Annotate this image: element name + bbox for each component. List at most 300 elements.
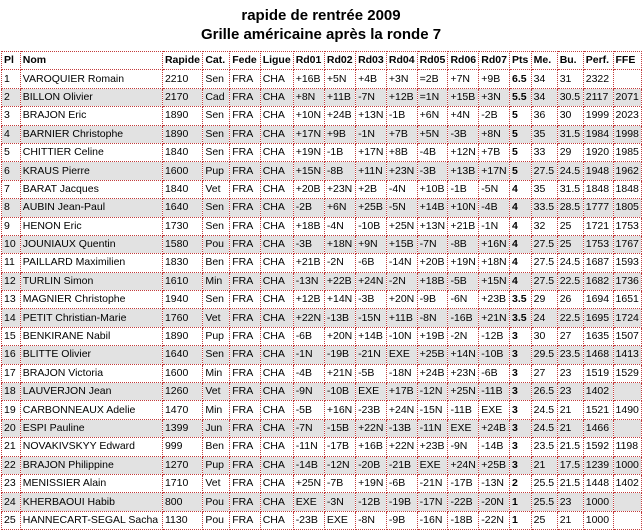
cell-rd02: +6N xyxy=(324,199,355,217)
cell-rd03: +16B xyxy=(356,438,387,456)
cell-rd02: -7B xyxy=(324,474,355,492)
cell-me: 32 xyxy=(531,217,557,235)
cell-rd04: -1B xyxy=(386,107,417,125)
cell-rapide: 1940 xyxy=(162,291,202,309)
cell-rd02: -17B xyxy=(324,438,355,456)
cell-bu: 22.5 xyxy=(557,309,583,327)
cell-ffe: 2071 xyxy=(613,88,641,106)
cell-rapide: 1470 xyxy=(162,401,202,419)
cell-rd05: +19B xyxy=(417,327,448,345)
cell-rd01: -5B xyxy=(293,401,324,419)
cell-rd05: +23B xyxy=(417,438,448,456)
cell-me: 27.5 xyxy=(531,272,557,290)
cell-nom: BRAJON Victoria xyxy=(20,364,162,382)
cell-fede: FRA xyxy=(230,327,260,345)
cell-rd03: +22N xyxy=(356,419,387,437)
cell-rd04: -18N xyxy=(386,364,417,382)
cell-rapide: 1260 xyxy=(162,383,202,401)
cell-rd01: +21B xyxy=(293,254,324,272)
cell-nom: BLITTE Olivier xyxy=(20,346,162,364)
cell-perf: 1000 xyxy=(583,511,613,529)
cell-rd07: -5N xyxy=(479,180,510,198)
cell-fede: FRA xyxy=(230,235,260,253)
cell-rapide: 2210 xyxy=(162,70,202,88)
cell-me: 29.5 xyxy=(531,346,557,364)
cell-ligue: CHA xyxy=(260,327,293,345)
cell-rd06: +14N xyxy=(448,346,479,364)
cell-bu: 23 xyxy=(557,493,583,511)
cell-ffe: 1402 xyxy=(613,474,641,492)
cell-bu: 30.5 xyxy=(557,88,583,106)
cell-ffe: 1000 xyxy=(613,456,641,474)
cell-nom: AUBIN Jean-Paul xyxy=(20,199,162,217)
cell-bu: 27 xyxy=(557,327,583,345)
cell-cat: Min xyxy=(203,364,230,382)
column-header-ligue: Ligue xyxy=(260,52,293,70)
cell-pts: 5 xyxy=(510,143,532,161)
cell-cat: Min xyxy=(203,272,230,290)
cell-ligue: CHA xyxy=(260,511,293,529)
cell-rd04: EXE xyxy=(386,346,417,364)
cell-rd03: +19N xyxy=(356,474,387,492)
cell-ffe: 1767 xyxy=(613,235,641,253)
cell-rd04: +12B xyxy=(386,88,417,106)
cell-perf: 1777 xyxy=(583,199,613,217)
table-row xyxy=(2,474,642,492)
cell-bu: 22.5 xyxy=(557,272,583,290)
cell-rd07: +3N xyxy=(479,88,510,106)
cell-rd04: +23N xyxy=(386,162,417,180)
cell-cat: Sen xyxy=(203,291,230,309)
cell-cat: Pou xyxy=(203,493,230,511)
cell-rd03: -21N xyxy=(356,346,387,364)
cell-pl: 4 xyxy=(2,125,21,143)
cell-me: 34 xyxy=(531,88,557,106)
cell-pts: 4 xyxy=(510,254,532,272)
cell-rd01: +18B xyxy=(293,217,324,235)
cell-rapide: 1730 xyxy=(162,217,202,235)
cell-rd06: -5B xyxy=(448,272,479,290)
table-row xyxy=(2,143,642,161)
cell-me: 25 xyxy=(531,511,557,529)
cell-rapide: 1890 xyxy=(162,107,202,125)
cell-nom: LAUVERJON Jean xyxy=(20,383,162,401)
cell-me: 26.5 xyxy=(531,383,557,401)
cell-pl: 2 xyxy=(2,88,21,106)
cell-ligue: CHA xyxy=(260,309,293,327)
cell-perf: 1753 xyxy=(583,235,613,253)
cell-rd05: -11N xyxy=(417,419,448,437)
cell-fede: FRA xyxy=(230,199,260,217)
cell-ligue: CHA xyxy=(260,346,293,364)
cell-bu: 25 xyxy=(557,217,583,235)
cell-pl: 9 xyxy=(2,217,21,235)
cell-bu: 31.5 xyxy=(557,125,583,143)
cell-rd04: -5N xyxy=(386,199,417,217)
cell-rd03: -1N xyxy=(356,125,387,143)
cell-rapide: 1890 xyxy=(162,125,202,143)
cell-rd04: -21B xyxy=(386,456,417,474)
cell-fede: FRA xyxy=(230,419,260,437)
cell-cat: Vet xyxy=(203,383,230,401)
cell-pl: 3 xyxy=(2,107,21,125)
cell-rd05: -12N xyxy=(417,383,448,401)
cell-rd05: +6N xyxy=(417,107,448,125)
cell-fede: FRA xyxy=(230,70,260,88)
cell-cat: Sen xyxy=(203,107,230,125)
column-header-rd07: Rd07 xyxy=(479,52,510,70)
cell-nom: HANNECART-SEGAL Sacha xyxy=(20,511,162,529)
column-header-ffe: FFE xyxy=(613,52,641,70)
cell-fede: FRA xyxy=(230,346,260,364)
cell-ffe: 1753 xyxy=(613,217,641,235)
cell-rapide: 800 xyxy=(162,493,202,511)
column-header-pl: Pl xyxy=(2,52,21,70)
cell-rd01: +15N xyxy=(293,162,324,180)
cell-rd05: -9B xyxy=(417,291,448,309)
cell-rd06: EXE xyxy=(448,419,479,437)
cell-me: 24.5 xyxy=(531,419,557,437)
table-row xyxy=(2,217,642,235)
table-row xyxy=(2,291,642,309)
cell-perf: 1682 xyxy=(583,272,613,290)
table-row xyxy=(2,327,642,345)
cell-cat: Sen xyxy=(203,346,230,364)
table-row xyxy=(2,88,642,106)
table-row xyxy=(2,401,642,419)
cell-bu: 31 xyxy=(557,70,583,88)
cell-cat: Vet xyxy=(203,180,230,198)
cell-ligue: CHA xyxy=(260,254,293,272)
cell-perf: 1848 xyxy=(583,180,613,198)
cell-pts: 3.5 xyxy=(510,291,532,309)
table-body xyxy=(2,70,642,530)
cell-rd01: +20B xyxy=(293,180,324,198)
cell-perf: 1635 xyxy=(583,327,613,345)
cell-fede: FRA xyxy=(230,180,260,198)
cell-rd03: +17N xyxy=(356,143,387,161)
table-row xyxy=(2,254,642,272)
cell-me: 27 xyxy=(531,364,557,382)
cell-rd04: +22N xyxy=(386,438,417,456)
cell-pl: 10 xyxy=(2,235,21,253)
cell-rd07: +9B xyxy=(479,70,510,88)
cell-rd04: -4N xyxy=(386,180,417,198)
cell-rd05: =1N xyxy=(417,88,448,106)
cell-cat: Sen xyxy=(203,70,230,88)
table-row xyxy=(2,383,642,401)
cell-rd06: +12N xyxy=(448,143,479,161)
cell-rd02: +24B xyxy=(324,107,355,125)
cell-perf: 1694 xyxy=(583,291,613,309)
cell-bu: 21 xyxy=(557,419,583,437)
cell-pts: 3 xyxy=(510,383,532,401)
cell-rd04: -14N xyxy=(386,254,417,272)
cell-me: 27.5 xyxy=(531,235,557,253)
cell-nom: PETIT Christian-Marie xyxy=(20,309,162,327)
table-row xyxy=(2,235,642,253)
cell-rd02: -13B xyxy=(324,309,355,327)
table-row xyxy=(2,511,642,529)
cell-rd06: +13B xyxy=(448,162,479,180)
cell-pts: 1 xyxy=(510,493,532,511)
cell-nom: KRAUS Pierre xyxy=(20,162,162,180)
cell-perf: 1402 xyxy=(583,383,613,401)
cell-nom: TURLIN Simon xyxy=(20,272,162,290)
cell-nom: JOUNIAUX Quentin xyxy=(20,235,162,253)
column-header-me: Me. xyxy=(531,52,557,70)
cell-bu: 23.5 xyxy=(557,346,583,364)
cell-me: 23.5 xyxy=(531,438,557,456)
cell-rd01: -13N xyxy=(293,272,324,290)
cell-rd04: +20N xyxy=(386,291,417,309)
cell-rd02: -19B xyxy=(324,346,355,364)
cell-rd07: -2B xyxy=(479,107,510,125)
document-title: rapide de rentrée 2009 xyxy=(241,7,401,24)
cell-pts: 2 xyxy=(510,474,532,492)
table-row xyxy=(2,107,642,125)
table-row xyxy=(2,309,642,327)
cell-rapide: 1640 xyxy=(162,346,202,364)
table-row xyxy=(2,438,642,456)
cell-rd07: -4B xyxy=(479,199,510,217)
cell-fede: FRA xyxy=(230,143,260,161)
table-row xyxy=(2,125,642,143)
cell-ligue: CHA xyxy=(260,199,293,217)
cell-perf: 1468 xyxy=(583,346,613,364)
cell-nom: CHITTIER Celine xyxy=(20,143,162,161)
cell-rd01: +25N xyxy=(293,474,324,492)
cell-nom: BRAJON Eric xyxy=(20,107,162,125)
cell-fede: FRA xyxy=(230,511,260,529)
cell-ligue: CHA xyxy=(260,107,293,125)
cell-perf: 1999 xyxy=(583,107,613,125)
table-row xyxy=(2,419,642,437)
cell-rd04: +17B xyxy=(386,383,417,401)
cell-rd07: -11B xyxy=(479,383,510,401)
cell-fede: FRA xyxy=(230,125,260,143)
cell-nom: HENON Eric xyxy=(20,217,162,235)
cell-ffe xyxy=(613,419,641,437)
cell-perf: 1721 xyxy=(583,217,613,235)
cell-rapide: 1640 xyxy=(162,199,202,217)
cell-pts: 3 xyxy=(510,401,532,419)
cell-rd01: -4B xyxy=(293,364,324,382)
cell-rapide: 1270 xyxy=(162,456,202,474)
cell-pts: 3 xyxy=(510,438,532,456)
cell-ffe: 1651 xyxy=(613,291,641,309)
cell-rd06: +10N xyxy=(448,199,479,217)
cell-bu: 21.5 xyxy=(557,474,583,492)
cell-rd06: +4N xyxy=(448,107,479,125)
cell-rapide: 1600 xyxy=(162,364,202,382)
cell-me: 27.5 xyxy=(531,162,557,180)
cell-rd03: +25B xyxy=(356,199,387,217)
cell-pts: 1 xyxy=(510,511,532,529)
cell-rapide: 1760 xyxy=(162,309,202,327)
cell-rd01: +10N xyxy=(293,107,324,125)
table-row xyxy=(2,180,642,198)
cell-rd06: +23N xyxy=(448,364,479,382)
cell-rd07: -6B xyxy=(479,364,510,382)
cell-fede: FRA xyxy=(230,383,260,401)
cell-ligue: CHA xyxy=(260,383,293,401)
cell-rd06: -17B xyxy=(448,474,479,492)
cell-rd03: +13N xyxy=(356,107,387,125)
cell-me: 25.5 xyxy=(531,474,557,492)
cell-ffe xyxy=(613,70,641,88)
cell-rd02: +9B xyxy=(324,125,355,143)
cell-pl: 18 xyxy=(2,383,21,401)
cell-rd01: -2B xyxy=(293,199,324,217)
column-header-rapide: Rapide xyxy=(162,52,202,70)
cell-rd01: +22N xyxy=(293,309,324,327)
column-header-fede: Fede xyxy=(230,52,260,70)
cell-rapide: 1830 xyxy=(162,254,202,272)
cell-fede: FRA xyxy=(230,493,260,511)
table-row xyxy=(2,493,642,511)
cell-pts: 5 xyxy=(510,107,532,125)
cell-pts: 4 xyxy=(510,272,532,290)
cell-fede: FRA xyxy=(230,401,260,419)
cell-rd05: -8N xyxy=(417,309,448,327)
cell-rd01: +17N xyxy=(293,125,324,143)
column-header-perf: Perf. xyxy=(583,52,613,70)
cell-rd01: -3B xyxy=(293,235,324,253)
cell-pl: 20 xyxy=(2,419,21,437)
cell-pts: 3 xyxy=(510,327,532,345)
cell-rd01: +8N xyxy=(293,88,324,106)
cell-rd02: +16N xyxy=(324,401,355,419)
cell-rd02: +18N xyxy=(324,235,355,253)
column-header-rd03: Rd03 xyxy=(356,52,387,70)
cell-ffe xyxy=(613,493,641,511)
cell-cat: Pou xyxy=(203,511,230,529)
cell-rd07: -22N xyxy=(479,511,510,529)
cell-fede: FRA xyxy=(230,438,260,456)
cell-perf: 1920 xyxy=(583,143,613,161)
cell-rapide: 1600 xyxy=(162,162,202,180)
cell-nom: BARNIER Christophe xyxy=(20,125,162,143)
cell-ligue: CHA xyxy=(260,217,293,235)
cell-nom: VAROQUIER Romain xyxy=(20,70,162,88)
cell-rd07: -14B xyxy=(479,438,510,456)
cell-bu: 26 xyxy=(557,291,583,309)
cell-cat: Pup xyxy=(203,162,230,180)
cell-cat: Pup xyxy=(203,327,230,345)
cell-rd06: -1B xyxy=(448,180,479,198)
cell-rd05: -17N xyxy=(417,493,448,511)
cell-pl: 13 xyxy=(2,291,21,309)
cell-ligue: CHA xyxy=(260,438,293,456)
cell-rapide: 1890 xyxy=(162,327,202,345)
cell-ffe: 1529 xyxy=(613,364,641,382)
cell-perf: 1448 xyxy=(583,474,613,492)
cell-me: 36 xyxy=(531,107,557,125)
cell-ligue: CHA xyxy=(260,401,293,419)
cell-rd05: -15N xyxy=(417,401,448,419)
cell-ffe: 1724 xyxy=(613,309,641,327)
cell-bu: 29 xyxy=(557,143,583,161)
cell-nom: CARBONNEAUX Adelie xyxy=(20,401,162,419)
cell-ligue: CHA xyxy=(260,235,293,253)
cell-nom: BENKIRANE Nabil xyxy=(20,327,162,345)
cell-rd07: +7B xyxy=(479,143,510,161)
cell-rd04: +15B xyxy=(386,235,417,253)
cell-pts: 5 xyxy=(510,162,532,180)
cell-rapide: 1399 xyxy=(162,419,202,437)
cell-pts: 4 xyxy=(510,180,532,198)
cell-ffe: 1198 xyxy=(613,438,641,456)
cell-fede: FRA xyxy=(230,309,260,327)
column-header-rd01: Rd01 xyxy=(293,52,324,70)
table-row xyxy=(2,456,642,474)
cell-pts: 3 xyxy=(510,346,532,364)
cell-rd07: -13N xyxy=(479,474,510,492)
cell-cat: Pup xyxy=(203,456,230,474)
cell-rd06: +19N xyxy=(448,254,479,272)
cell-cat: Pou xyxy=(203,235,230,253)
cell-rd03: +11N xyxy=(356,162,387,180)
cell-rd05: +10B xyxy=(417,180,448,198)
cell-pl: 1 xyxy=(2,70,21,88)
cell-ligue: CHA xyxy=(260,180,293,198)
title-block xyxy=(0,6,642,45)
cell-rd01: -9N xyxy=(293,383,324,401)
table-row xyxy=(2,162,642,180)
cell-rd06: +24N xyxy=(448,456,479,474)
cell-pl: 14 xyxy=(2,309,21,327)
cell-me: 35 xyxy=(531,125,557,143)
cell-nom: KHERBAOUI Habib xyxy=(20,493,162,511)
document-subtitle: Grille américaine après la ronde 7 xyxy=(200,26,442,43)
cell-rapide: 1840 xyxy=(162,180,202,198)
cell-nom: MAGNIER Christophe xyxy=(20,291,162,309)
cell-pl: 8 xyxy=(2,199,21,217)
cell-rd05: -16N xyxy=(417,511,448,529)
cell-rd03: -6B xyxy=(356,254,387,272)
cell-perf: 1984 xyxy=(583,125,613,143)
cell-rd04: +3N xyxy=(386,70,417,88)
cell-me: 34 xyxy=(531,70,557,88)
cell-rd04: -9B xyxy=(386,511,417,529)
cell-rd05: +25B xyxy=(417,346,448,364)
cell-ffe: 1848 xyxy=(613,180,641,198)
cell-rd03: +24N xyxy=(356,272,387,290)
cell-ffe: 1805 xyxy=(613,199,641,217)
table-row xyxy=(2,70,642,88)
cell-rd07: +17N xyxy=(479,162,510,180)
cell-nom: ESPI Pauline xyxy=(20,419,162,437)
cell-fede: FRA xyxy=(230,88,260,106)
cell-pts: 3 xyxy=(510,364,532,382)
cell-rapide: 999 xyxy=(162,438,202,456)
cell-ligue: CHA xyxy=(260,291,293,309)
cell-rapide: 1580 xyxy=(162,235,202,253)
cell-rd04: +25N xyxy=(386,217,417,235)
cell-pl: 23 xyxy=(2,474,21,492)
cell-rd06: -6N xyxy=(448,291,479,309)
cell-perf: 1592 xyxy=(583,438,613,456)
cell-fede: FRA xyxy=(230,217,260,235)
cell-rd03: +2B xyxy=(356,180,387,198)
cell-rd03: -23B xyxy=(356,401,387,419)
cell-rd06: -18B xyxy=(448,511,479,529)
cell-cat: Sen xyxy=(203,199,230,217)
cell-me: 25.5 xyxy=(531,493,557,511)
cell-perf: 1695 xyxy=(583,309,613,327)
cell-pl: 11 xyxy=(2,254,21,272)
